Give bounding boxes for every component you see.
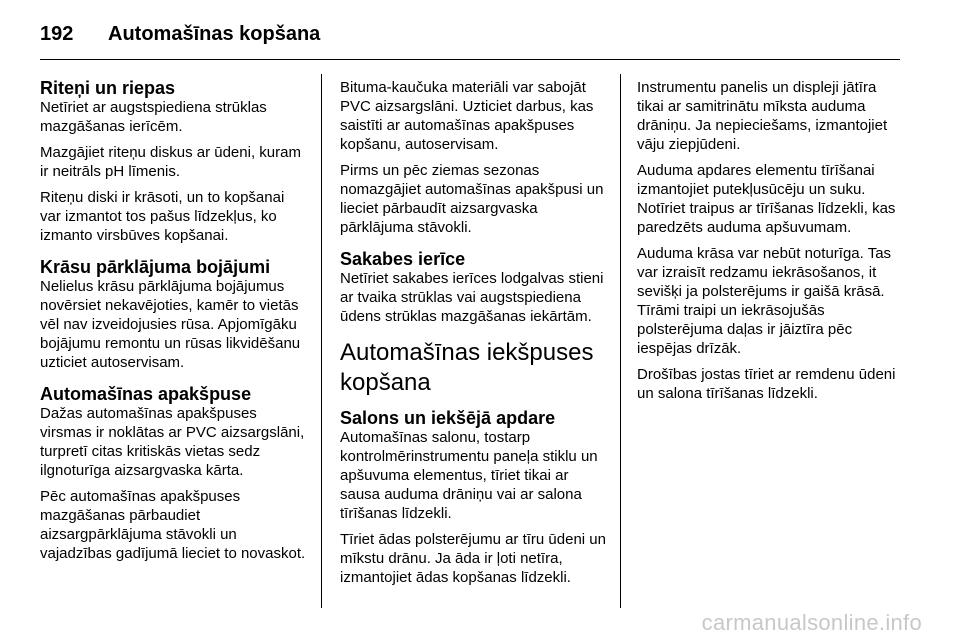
page-number: 192 [40, 22, 74, 45]
paragraph: Mazgājiet riteņu diskus ar ūdeni, kuram ir neitrāls pH līmenis. [40, 144, 301, 180]
paragraph: Pēc automašīnas apakšpuses mazgāšanas pārbaudiet aizsargpārklājuma stāvokli un vajadzības gadījumā lieciet to novaskot. [40, 488, 306, 562]
section-paint-damage [40, 257, 308, 372]
section-interior-trim [340, 408, 606, 587]
column-3 [637, 78, 907, 410]
column-2 [340, 78, 606, 594]
paragraph: Bituma-kaučuka materiāli var sabojāt PVC aizsargslāni. Uzticiet darbus, kas saistīti ar automašīnas apakšpuses kopšanu, autoservisam. [340, 79, 594, 153]
section-heading: Salons un iekšējā apdare [340, 408, 556, 428]
section-heading: Krāsu pārklājuma bojājumi [40, 257, 271, 277]
section-underbody [40, 384, 308, 563]
chapter-title: Automašīnas iekšpuses kopšana [340, 339, 594, 396]
column-1 [40, 78, 308, 570]
paragraph: Auduma apdares elementu tīrīšanai izmantojiet putekļusūcēju un suku. Notīriet traipus ar tīrīšanas līdzekli, kas paredzēts auduma apšuvumam. [637, 162, 896, 236]
paragraph: Pirms un pēc ziemas sezonas nomazgājiet automašīnas apakšpusi un lieciet pārbaudīt aizsargvaska pārklājuma stāvokli. [340, 162, 604, 236]
paragraph: Dažas automašīnas apakšpuses virsmas ir noklātas ar PVC aizsargslāni, turpretī citas kritiskās vietas sedz ilgnoturīga aizsargvaska kārta. [40, 405, 305, 479]
paragraph: Netīriet sakabes ierīces lodgalvas stieni ar tvaika strūklas vai augstspiediena ūdens strūklas mazgāšanas iekārtām. [340, 270, 604, 325]
page-header [40, 14, 320, 54]
header-divider [40, 59, 900, 60]
watermark-text: carmanualsonline.info [701, 610, 922, 635]
section-wheels-tyres [40, 78, 308, 245]
column-divider-1 [321, 74, 322, 608]
section-heading: Sakabes ierīce [340, 249, 466, 269]
section-heading: Riteņi un riepas [40, 78, 176, 98]
paragraph: Instrumentu panelis un displeji jātīra tikai ar samitrinātu mīksta auduma drāniņu. Ja nepieciešams, izmantojiet vāju ziepjūdeni. [637, 79, 888, 153]
page-title: Automašīnas kopšana [108, 22, 321, 45]
column-divider-2 [620, 74, 621, 608]
paragraph: Tīriet ādas polsterējumu ar tīru ūdeni un mīkstu drānu. Ja āda ir ļoti netīra, izmantojiet ādas kopšanas līdzekli. [340, 531, 606, 586]
paragraph: Automašīnas salonu, tostarp kontrolmērinstrumentu paneļa stiklu un apšuvuma elementus, tīriet tikai ar sausa auduma drāniņu vai ar salona tīrīšanas līdzekli. [340, 429, 598, 522]
paragraph: Riteņu diski ir krāsoti, un to kopšanai var izmantot tos pašus līdzekļus, ko izmanto virsbūves kopšanai. [40, 189, 285, 244]
section-towing-device [340, 249, 606, 326]
paragraph: Drošības jostas tīriet ar remdenu ūdeni un salona tīrīšanas līdzekli. [637, 366, 896, 402]
paragraph: Nelielus krāsu pārklājuma bojājumus novērsiet nekavējoties, kamēr to vietās vēl nav izveidojusies rūsa. Apjomīgāku bojājumu remontu un rūsas likvidēšanu uzticiet autoservisam. [40, 278, 301, 371]
section-heading: Automašīnas apakšpuse [40, 384, 252, 404]
paragraph: Netīriet ar augstspiediena strūklas mazgāšanas ierīcēm. [40, 99, 267, 135]
paragraph: Auduma krāsa var nebūt noturīga. Tas var izraisīt redzamu iekrāsošanos, it sevišķi ja polsterējums ir gaišā krāsā. Tīrāmi traipi un iekrāsojušās polsterējuma daļas ir jāiztīra pēc iespējas drīzāk. [637, 245, 892, 357]
